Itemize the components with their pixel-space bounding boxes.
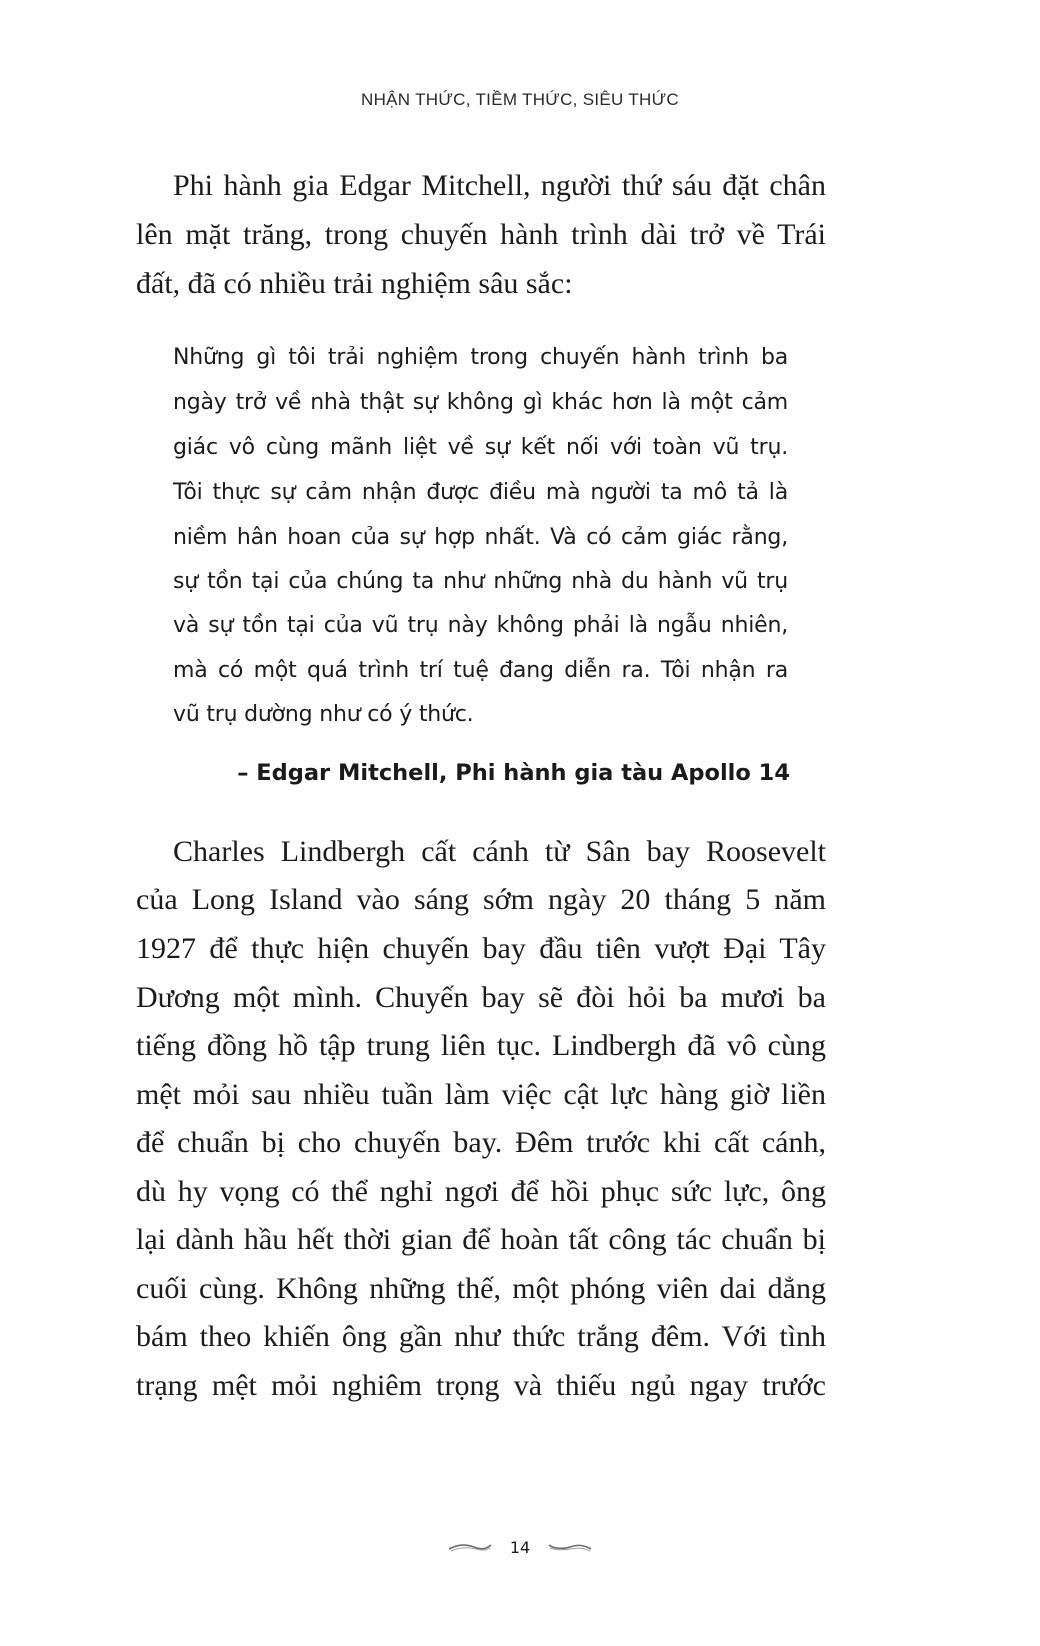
text-line: Charles Lindbergh cất cánh từ Sân bay Roosevelt [173, 835, 826, 868]
page-footer [0, 1532, 1040, 1562]
text-line: trạng mệt mỏi nghiêm trọng và thiếu ngủ ngay trước [136, 1369, 826, 1402]
text-line: của Long Island vào sáng sớm ngày 20 tháng 5 năm [136, 883, 826, 916]
quote-attribution: – Edgar Mitchell, Phi hành gia tàu Apollo 14 [237, 760, 790, 786]
text-line: Dương một mình. Chuyến bay sẽ đòi hỏi ba mươi ba [136, 981, 826, 1014]
quote-line: giác vô cùng mãnh liệt về sự kết nối với toàn vũ trụ. [173, 435, 788, 460]
quote-line: mà có một quá trình trí tuệ đang diễn ra. Tôi nhận ra [173, 658, 788, 683]
quote-line: vũ trụ dường như có ý thức. [173, 702, 474, 727]
quote-line: sự tồn tại của chúng ta như những nhà du hành vũ trụ [173, 569, 788, 594]
quote-line: Những gì tôi trải nghiệm trong chuyến hành trình ba [173, 345, 788, 370]
quote-line: niềm hân hoan của sự hợp nhất. Và có cảm giác rằng, [173, 525, 788, 550]
text-line: Phi hành gia Edgar Mitchell, người thứ sáu đặt chân [173, 169, 826, 202]
running-head: NHẬN THỨC, TIỀM THỨC, SIÊU THỨC [361, 90, 679, 109]
text-line: cuối cùng. Không những thế, một phóng viên dai dẳng [136, 1272, 826, 1305]
text-line: lên mặt trăng, trong chuyến hành trình dài trở về Trái [136, 218, 826, 251]
text-line: bám theo khiến ông gần như thức trắng đêm. Với tình [136, 1320, 826, 1353]
text-line: dù hy vọng có thể nghỉ ngơi để hồi phục sức lực, ông [136, 1175, 826, 1208]
text-line: đất, đã có nhiều trải nghiệm sâu sắc: [136, 267, 573, 300]
text-line: 1927 để thực hiện chuyến bay đầu tiên vượt Đại Tây [136, 932, 826, 965]
quote-line: và sự tồn tại của vũ trụ này không phải là ngẫu nhiên, [173, 613, 788, 638]
page-number: 14 [509, 1537, 531, 1557]
text-line: để chuẩn bị cho chuyến bay. Đêm trước khi cất cánh, [136, 1126, 826, 1159]
swash-left-icon [448, 1540, 492, 1554]
text-line: mệt mỏi sau nhiều tuần làm việc cật lực hàng giờ liền [136, 1078, 826, 1111]
text-line: tiếng đồng hồ tập trung liên tục. Lindbergh đã vô cùng [136, 1029, 826, 1062]
quote-line: Tôi thực sự cảm nhận được điều mà người ta mô tả là [173, 480, 788, 505]
text-line: lại dành hầu hết thời gian để hoàn tất công tác chuẩn bị [136, 1223, 826, 1256]
swash-right-icon [548, 1540, 592, 1554]
quote-line: ngày trở về nhà thật sự không gì khác hơn là một cảm [173, 390, 788, 415]
